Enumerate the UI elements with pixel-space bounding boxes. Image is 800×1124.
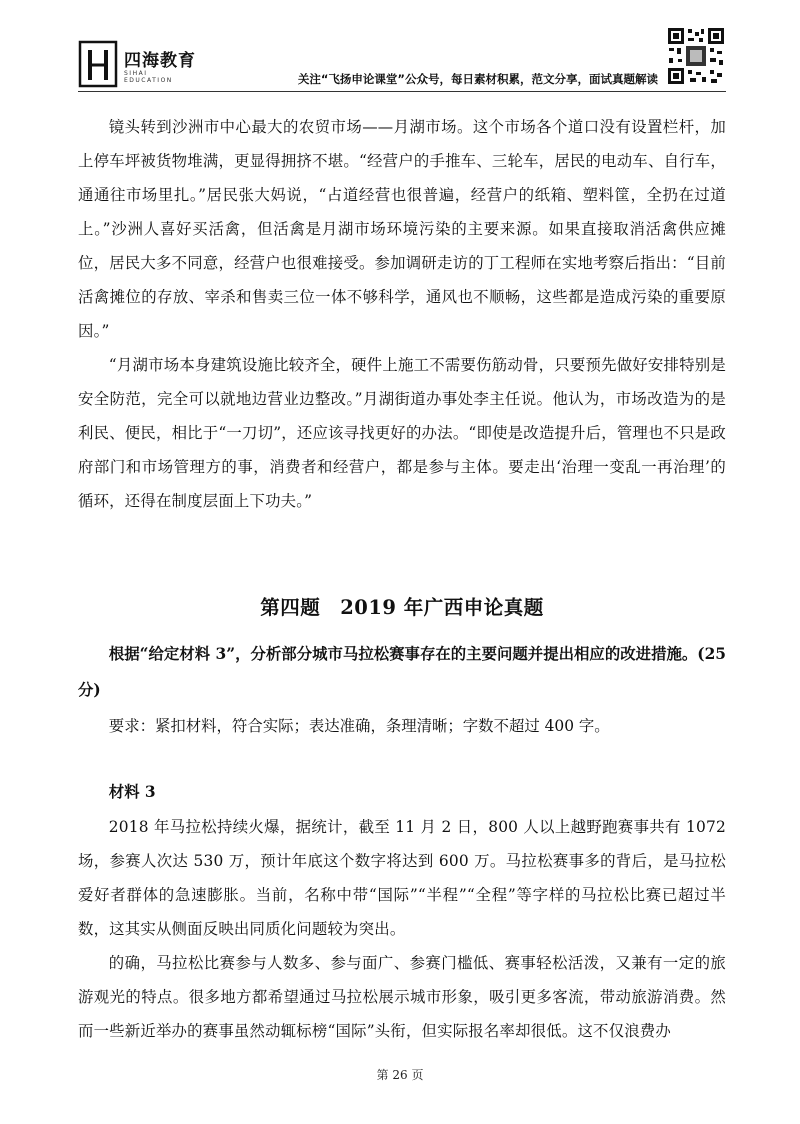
- header-divider: [78, 91, 726, 92]
- body-paragraph: “月湖市场本身建筑设施比较齐全，硬件上施工不需要伤筋动骨，只要预先做好安排特别是安全防范，完全可以就地边营业边整改。”月湖街道办事处李主任说。他认为，市场改造为的是利民、便民，相比于“一刀切”，还应该寻找更好的办法。“即使是改造提升后，管理也不只是政府部门和市场管理方的事，消费者和经营户，都是参与主体。要走出‘治理一变乱一再治理’的循环，还得在制度层面上下功夫。”: [78, 356, 726, 510]
- logo-mark-icon: [78, 40, 118, 88]
- question-requirement: 要求：紧扣材料，符合实际；表达准确，条理清晰；字数不超过 400 字。: [108, 717, 610, 735]
- body-paragraph: 镜头转到沙洲市中心最大的农贸市场——月湖市场。这个市场各个道口没有设置栏杆，加上停车坪被货物堆满，更显得拥挤不堪。“经营户的手推车、三轮车，居民的电动车、自行车，通通往市场里扎。”居民张大妈说，“占道经营也很普遍，经营户的纸箱、塑料筐，全扔在过道上。”沙洲人喜好买活禽，但活禽是月湖市场环境污染的主要来源。如果直接取消活禽供应摊位，居民大多不同意，经营户也很难接受。参加调研走访的丁工程师在实地考察后指出：“目前活禽摊位的存放、宰杀和售卖三位一体不够科学，通风也不顺畅，这些都是造成污染的重要原因。”: [78, 118, 726, 340]
- header-tagline: 关注“飞扬申论课堂”公众号，每日素材积累，范文分享，面试真题解读: [297, 72, 658, 86]
- logo-name: 四海教育: [124, 51, 196, 71]
- section-title: 第四题 2019 年广西申论真题: [260, 596, 544, 619]
- logo-subtitle: SIHAI EDUCATION: [124, 70, 173, 84]
- qr-code-icon: [666, 26, 726, 86]
- document-body: [78, 110, 726, 1048]
- body-paragraph: 2018 年马拉松持续火爆，据统计，截至 11 月 2 日，800 人以上越野跑赛事共有 1072 场，参赛人次达 530 万，预计年底这个数字将达到 600 万。马拉松赛事多的背后，是马拉松爱好者群体的急速膨胀。当前，名称中带“国际”“半程”“全程”等字样的马拉松比赛已超过半数，这其实从侧面反映出同质化问题较为突出。: [78, 818, 726, 938]
- logo: [78, 40, 198, 88]
- page-number: 第 26 页: [376, 1068, 424, 1082]
- body-paragraph: 的确，马拉松比赛参与人数多、参与面广、参赛门槛低、赛事轻松活泼，又兼有一定的旅游观光的特点。很多地方都希望通过马拉松展示城市形象，吸引更多客流，带动旅游消费。然而一些新近举办的赛事虽然动辄标榜“国际”头衔，但实际报名率却很低。这不仅浪费办: [78, 954, 726, 1040]
- page-header: [78, 26, 726, 90]
- question-prompt: 根据“给定材料 3”，分析部分城市马拉松赛事存在的主要问题并提出相应的改进措施。(25 分): [78, 645, 726, 699]
- material-label: 材料 3: [108, 783, 156, 801]
